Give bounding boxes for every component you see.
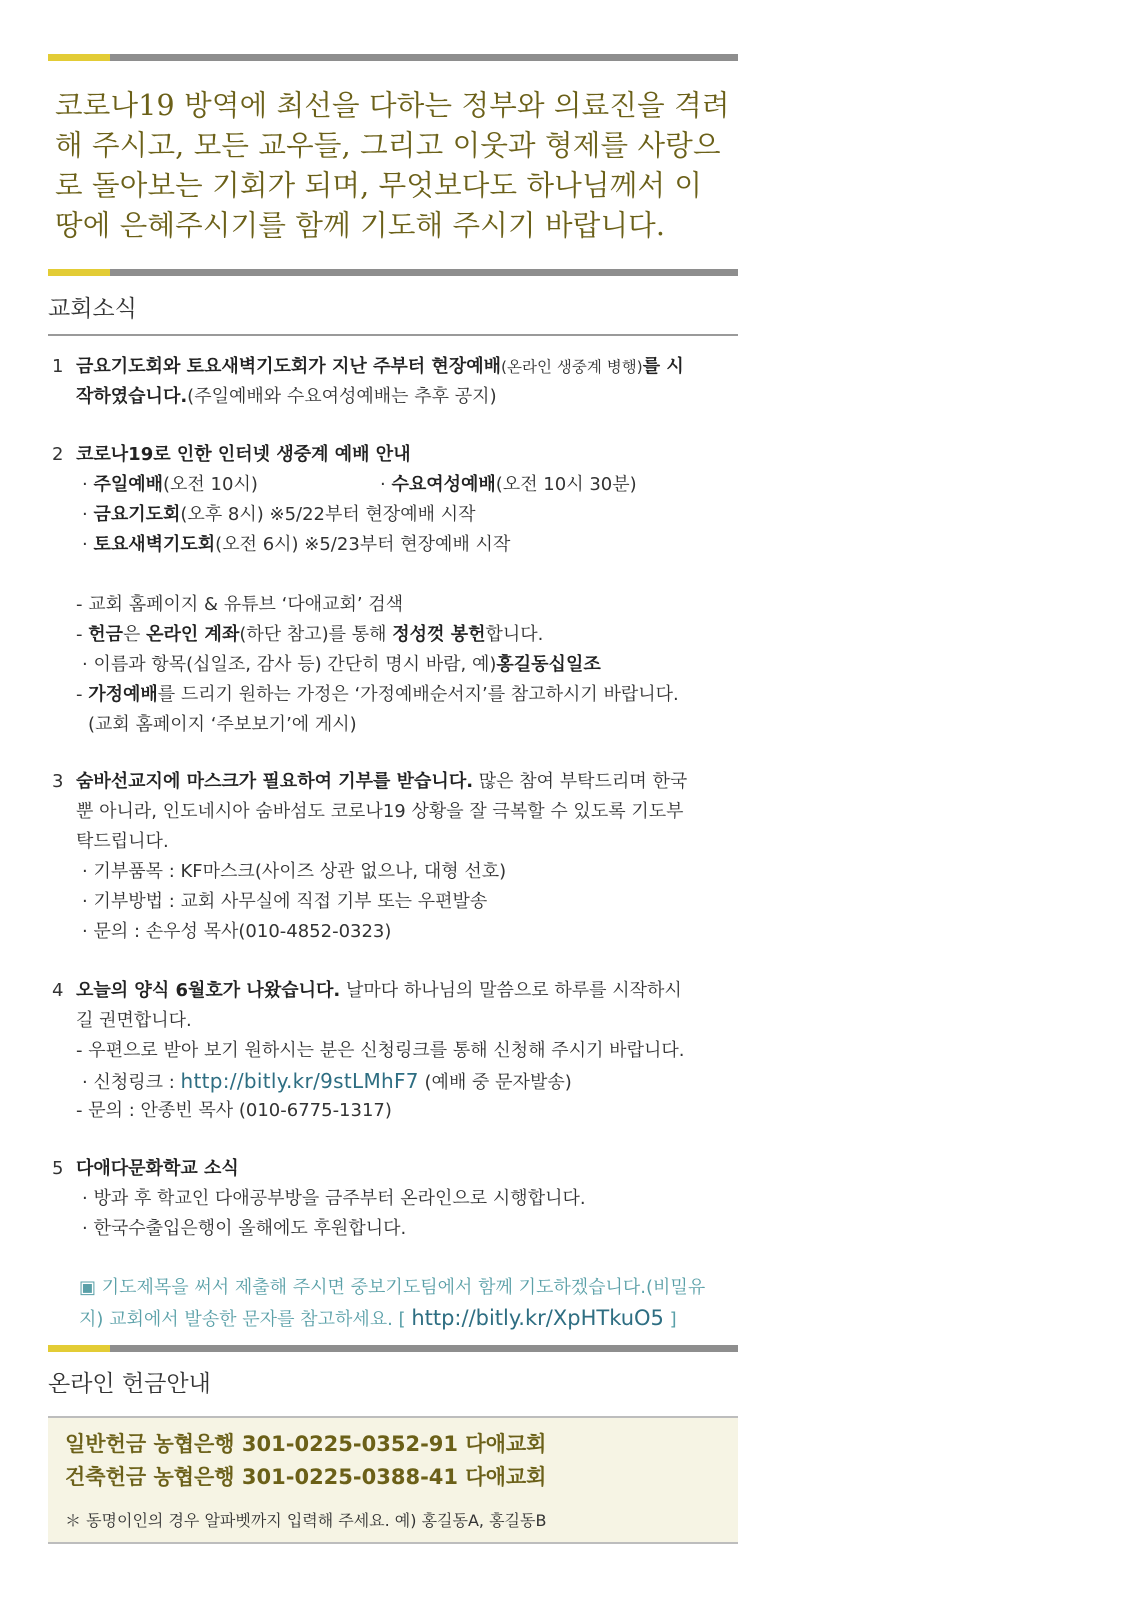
item-bold-text: 작하였습니다. [76, 386, 188, 407]
item-heading: 코로나19로 인한 인터넷 생중계 예배 안내 [76, 444, 411, 465]
online-offering-title: 온라인 헌금안내 [48, 1371, 211, 1397]
service-name: 주일예배 [93, 474, 164, 495]
item-text: 뿐 아니라, 인도네시아 숨바섬도 코로나19 상황을 잘 극복할 수 있도록 기도부 [76, 801, 684, 822]
service-name: 금요기도회 [93, 504, 181, 525]
family-worship-text: 를 드리기 원하는 가정은 ‘가정예배순서지’를 참고하시기 바랍니다. [157, 684, 679, 705]
offering-warning: ＊ 동명이인의 경우 알파벳까지 입력해 주세요. 예) 홍길동A, 홍길동B [65, 1511, 547, 1530]
item-text: - 우편으로 받아 보기 원하시는 분은 신청링크를 통해 신청해 주시기 바랍니다. [76, 1040, 685, 1061]
item-bold-text: 를 시 [642, 356, 684, 377]
note-line: 지) 교회에서 발송한 문자를 참고하세요. [ [79, 1309, 412, 1330]
prayer-line: 해 주시고, 모든 교우들, 그리고 이웃과 형제를 사랑으 [55, 129, 721, 162]
item-number: 2 [52, 444, 64, 465]
item-heading: 다애다문화학교 소식 [76, 1158, 239, 1179]
news-item-4 [52, 976, 742, 1126]
news-item-5 [52, 1154, 742, 1244]
item-contact: - 문의 : 안종빈 목사 (010-6775-1317) [76, 1100, 392, 1121]
building-offering-account: 건축헌금 농협은행 301-0225-0388-41 다애교회 [65, 1465, 547, 1489]
service-time: (오후 8시) ※5/22부터 현장예배 시작 [180, 504, 476, 525]
dash: - [76, 684, 89, 705]
section-divider-bar [48, 1345, 738, 1352]
offering-account-box [48, 1416, 738, 1544]
news-item-1 [52, 352, 742, 412]
item-number: 4 [52, 980, 64, 1001]
item-text: 많은 참여 부탁드리며 한국 [473, 771, 688, 792]
offering-text: (하단 참고)를 통해 [239, 624, 393, 645]
donation-method: · 기부방법 : 교회 사무실에 직접 기부 또는 우편발송 [82, 891, 488, 912]
search-info: - 교회 홈페이지 & 유튜브 ‘다애교회’ 검색 [76, 594, 404, 615]
offering-bold: 정성껏 봉헌 [392, 624, 486, 645]
service-name: 수요여성예배 [391, 474, 496, 495]
item-number: 5 [52, 1158, 64, 1179]
item-number: 3 [52, 771, 64, 792]
item-text: 탁드립니다. [76, 831, 169, 852]
service-time: (오전 6시) ※5/23부터 현장예배 시작 [215, 534, 511, 555]
item-bold-text: 숨바선교지에 마스크가 필요하여 기부를 받습니다. [76, 771, 474, 792]
general-offering-account: 일반헌금 농협은행 301-0225-0352-91 다애교회 [65, 1432, 547, 1456]
church-news-underline [48, 334, 738, 336]
name-example: 홍길동십일조 [496, 654, 601, 675]
item-text: 길 권면합니다. [76, 1010, 192, 1031]
donation-contact: · 문의 : 손우성 목사(010-4852-0323) [82, 921, 392, 942]
prayer-line: 로 돌아보는 기회가 되며, 무엇보다도 하나님께서 이 [55, 169, 703, 202]
prayer-line: 코로나19 방역에 최선을 다하는 정부와 의료진을 격려 [55, 89, 730, 122]
divider-accent [48, 1345, 110, 1352]
prayer-request-note [79, 1273, 739, 1335]
service-name: 토요새벽기도회 [93, 534, 216, 555]
item-detail: · 한국수출입은행이 올해에도 후원합니다. [82, 1218, 407, 1239]
item-number: 1 [52, 356, 64, 377]
dash: - [76, 624, 89, 645]
offering-text: 합니다. [485, 624, 544, 645]
item-small-text: (온라인 생중계 병행) [501, 358, 643, 376]
prayer-link[interactable]: http://bitly.kr/XpHTkuO5 [411, 1306, 664, 1330]
item-detail: · 방과 후 학교인 다애공부방을 금주부터 온라인으로 시행합니다. [82, 1188, 586, 1209]
link-label: · 신청링크 : [82, 1072, 181, 1093]
top-divider-bar [48, 54, 738, 61]
prayer-request-paragraph [55, 86, 745, 246]
divider-accent [48, 54, 110, 61]
divider-accent [48, 269, 110, 276]
item-bold-text: 금요기도회와 토요새벽기도회가 지난 주부터 현장예배 [76, 356, 501, 377]
link-note: (예배 중 문자발송) [418, 1072, 572, 1093]
signup-link[interactable]: http://bitly.kr/9stLMhF7 [180, 1069, 419, 1093]
prayer-line: 땅에 은혜주시기를 함께 기도해 주시기 바랍니다. [55, 209, 666, 242]
item-text: (주일예배와 수요여성예배는 추후 공지) [187, 386, 497, 407]
note-line: ▣ 기도제목을 써서 제출해 주시면 중보기도팀에서 함께 기도하겠습니다.(비밀유 [79, 1277, 706, 1298]
service-time: (오전 10시 30분) [495, 474, 637, 495]
family-worship-note: (교회 홈페이지 ‘주보보기’에 게시) [88, 714, 357, 735]
service-time: (오전 10시) [163, 474, 258, 495]
news-item-3 [52, 767, 742, 947]
offering-bold: 헌금 [88, 624, 123, 645]
item-bold-text: 오늘의 양식 6월호가 나왔습니다. [76, 980, 341, 1001]
note-line-end: ] [663, 1309, 677, 1330]
offering-text: 은 [123, 624, 147, 645]
donation-item: · 기부품목 : KF마스크(사이즈 상관 없으나, 대형 선호) [82, 861, 507, 882]
section-divider-bar [48, 269, 738, 276]
offering-bold: 온라인 계좌 [146, 624, 240, 645]
news-item-2: 2 코로나19로 인한 인터넷 생중계 예배 안내 · 주일예배(오전 10시) · 수요여성예배(오전 10시 30분) · 금요기도회(오후 8시) ※5/22부터 현장예배 시작 · 토요새벽기도회(오전 6시) ※5/23부터 현장예배 시작 - 교회 홈페이지 & 유튜브 ‘다애교회’ 검색 - 헌금은 온라인 계좌(하단 참고)를 통해 정성껏 봉헌합니다. · 이름과 항목(십일조, 감사 등) 간단히 명시 바람, 예)홍길동십일조 - 가정예배를 드리기 원하는 가정은 ‘가정예배순서지’를 참고하시기 바랍니다. (교회 홈페이지 ‘주보보기’에 게시) [52, 440, 742, 740]
name-instruction: · 이름과 항목(십일조, 감사 등) 간단히 명시 바람, 예) [82, 654, 497, 675]
church-news-title: 교회소식 [48, 296, 137, 322]
item-text: 날마다 하나님의 말씀으로 하루를 시작하시 [340, 980, 682, 1001]
family-worship-bold: 가정예배 [88, 684, 158, 705]
